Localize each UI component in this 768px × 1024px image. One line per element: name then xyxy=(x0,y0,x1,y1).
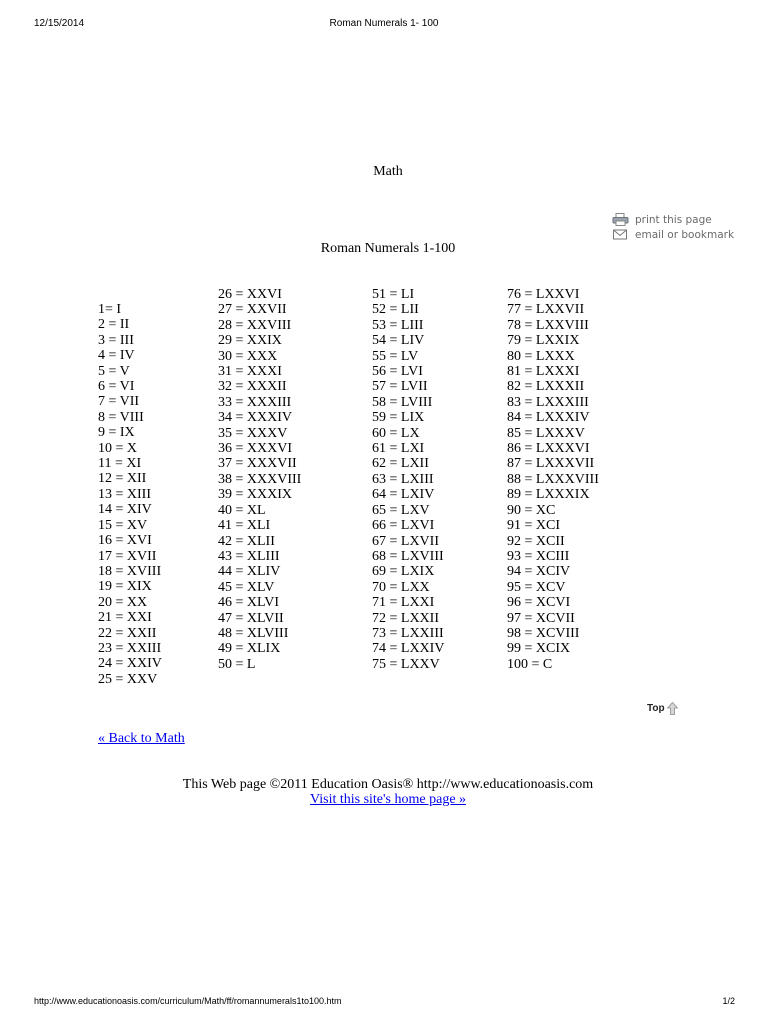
numeral-item: 14 = XIV xyxy=(98,502,152,518)
home-link-row xyxy=(0,792,768,808)
numeral-item: 76 = LXXVI xyxy=(507,287,580,302)
numeral-item: 84 = LXXXIV xyxy=(507,410,590,426)
numeral-item: 22 = XXII xyxy=(98,625,157,641)
numeral-item: 33 = XXXIII xyxy=(218,394,292,410)
numeral-item: 35 = XXXV xyxy=(218,425,288,441)
numeral-item: 47 = XLVII xyxy=(218,610,284,626)
numeral-item: 64 = LXIV xyxy=(372,487,435,503)
print-footer-page-number: 1/2 xyxy=(722,996,735,1006)
numeral-item: 5 = V xyxy=(98,363,130,379)
numeral-item: 63 = LXIII xyxy=(372,471,434,487)
numeral-item: 79 = LXXIX xyxy=(507,333,580,349)
numeral-item: 46 = XLVI xyxy=(218,595,280,611)
numeral-column-4 xyxy=(507,287,599,672)
numeral-item: 41 = XLI xyxy=(218,518,271,534)
numeral-column-1 xyxy=(98,302,162,687)
numeral-item: 8 = VIII xyxy=(98,409,144,425)
email-bookmark-link[interactable] xyxy=(612,227,734,242)
category-heading: Math xyxy=(373,164,403,179)
page-subtitle: Roman Numerals 1-100 xyxy=(320,241,456,256)
print-footer-url: http://www.educationoasis.com/curriculum/Math/ff/romannumerals1to100.htm xyxy=(34,996,342,1006)
numeral-item: 18 = XVIII xyxy=(98,563,162,579)
numeral-item: 15 = XV xyxy=(98,517,148,533)
numeral-column-3 xyxy=(372,287,444,672)
numeral-item: 36 = XXXVI xyxy=(218,441,292,457)
numeral-item: 40 = XL xyxy=(218,502,266,518)
numeral-item: 86 = LXXXVI xyxy=(507,441,590,457)
numeral-item: 24 = XXIV xyxy=(98,656,162,672)
numeral-item: 83 = LXXXIII xyxy=(507,394,589,410)
numeral-item: 93 = XCIII xyxy=(507,548,570,564)
numeral-item: 66 = LXVI xyxy=(372,518,435,534)
numeral-item: 4 = IV xyxy=(98,348,135,364)
numeral-item: 91 = XCI xyxy=(507,518,561,534)
numeral-item: 45 = XLV xyxy=(218,579,275,595)
numeral-item: 57 = LVII xyxy=(372,379,428,395)
numeral-item: 87 = LXXXVII xyxy=(507,456,595,472)
numeral-item: 43 = XLIII xyxy=(218,548,280,564)
numeral-item: 96 = XCVI xyxy=(507,595,571,611)
numeral-item: 7 = VII xyxy=(98,394,140,410)
numeral-item: 44 = XLIV xyxy=(218,564,281,580)
numeral-item: 11 = XI xyxy=(98,456,142,472)
numeral-item: 13 = XIII xyxy=(98,486,151,502)
numeral-item: 75 = LXXV xyxy=(372,656,440,672)
envelope-icon xyxy=(612,228,629,241)
back-to-math-link[interactable]: « Back to Math xyxy=(98,731,185,746)
numeral-item: 59 = LIX xyxy=(372,410,425,426)
numeral-item: 2 = II xyxy=(98,317,130,333)
numeral-item: 74 = LXXIV xyxy=(372,641,445,657)
numeral-item: 20 = XX xyxy=(98,594,148,610)
numeral-item: 16 = XVI xyxy=(98,533,152,549)
print-page-link[interactable] xyxy=(612,212,734,227)
numeral-item: 9 = IX xyxy=(98,425,135,441)
numeral-item: 97 = XCVII xyxy=(507,610,575,626)
numeral-item: 21 = XXI xyxy=(98,610,152,626)
numeral-item: 69 = LXIX xyxy=(372,564,435,580)
print-header-title: Roman Numerals 1- 100 xyxy=(329,18,439,29)
arrow-up-icon xyxy=(667,702,678,715)
numeral-item: 65 = LXV xyxy=(372,502,430,518)
numeral-item: 37 = XXXVII xyxy=(218,456,297,472)
numeral-item: 32 = XXXII xyxy=(218,379,287,395)
numeral-item: 60 = LX xyxy=(372,425,420,441)
numeral-item: 17 = XVII xyxy=(98,548,157,564)
numeral-item: 92 = XCII xyxy=(507,533,565,549)
numeral-item: 94 = XCIV xyxy=(507,564,571,580)
numeral-item: 3 = III xyxy=(98,332,134,348)
numeral-item: 49 = XLIX xyxy=(218,641,281,657)
numeral-item: 39 = XXXIX xyxy=(218,487,292,503)
numeral-item: 85 = LXXXV xyxy=(507,425,585,441)
email-bookmark-label: email or bookmark xyxy=(635,228,735,241)
numeral-item: 19 = XIX xyxy=(98,579,152,595)
numeral-item: 90 = XC xyxy=(507,502,556,518)
numeral-item: 62 = LXII xyxy=(372,456,429,472)
numeral-item: 82 = LXXXII xyxy=(507,379,585,395)
numeral-item: 78 = LXXVIII xyxy=(507,317,589,333)
numeral-item: 77 = LXXVII xyxy=(507,302,585,318)
numeral-item: 30 = XXX xyxy=(218,348,278,364)
numeral-item: 72 = LXXII xyxy=(372,610,439,626)
numeral-item: 51 = LI xyxy=(372,287,415,302)
numeral-item: 81 = LXXXI xyxy=(507,364,580,380)
numeral-item: 56 = LVI xyxy=(372,364,423,380)
numeral-item: 70 = LXX xyxy=(372,579,430,595)
numeral-item: 12 = XII xyxy=(98,471,147,487)
numeral-item: 31 = XXXI xyxy=(218,364,282,380)
print-page-label: print this page xyxy=(635,213,712,226)
home-page-link[interactable]: Visit this site's home page » xyxy=(309,792,467,807)
numeral-item: 25 = XXV xyxy=(98,671,158,687)
numeral-column-2 xyxy=(218,287,301,672)
numeral-item: 54 = LIV xyxy=(372,333,425,349)
numeral-item: 27 = XXVII xyxy=(218,302,287,318)
numeral-item: 48 = XLVIII xyxy=(218,625,289,641)
numeral-item: 88 = LXXXVIII xyxy=(507,471,599,487)
numeral-item: 26 = XXVI xyxy=(218,287,282,302)
numeral-item: 100 = C xyxy=(507,656,553,672)
printer-icon xyxy=(612,213,629,226)
numeral-item: 42 = XLII xyxy=(218,533,275,549)
numeral-item: 98 = XCVIII xyxy=(507,625,580,641)
numeral-item: 67 = LXVII xyxy=(372,533,439,549)
numeral-item: 71 = LXXI xyxy=(372,595,435,611)
numeral-item: 99 = XCIX xyxy=(507,641,571,657)
numeral-item: 68 = LXVIII xyxy=(372,548,444,564)
numeral-item: 89 = LXXXIX xyxy=(507,487,590,503)
numeral-item: 55 = LV xyxy=(372,348,419,364)
numeral-item: 38 = XXXVIII xyxy=(218,471,302,487)
numeral-item: 1= I xyxy=(98,302,122,317)
numeral-item: 61 = LXI xyxy=(372,441,425,457)
numeral-item: 50 = L xyxy=(218,656,256,672)
page-tools xyxy=(612,212,734,242)
print-header-date: 12/15/2014 xyxy=(34,18,85,29)
numeral-item: 53 = LIII xyxy=(372,317,424,333)
numeral-item: 6 = VI xyxy=(98,379,135,395)
numeral-item: 80 = LXXX xyxy=(507,348,575,364)
numeral-item: 29 = XXIX xyxy=(218,333,282,349)
copyright-text: This Web page ©2011 Education Oasis® http://www.educationoasis.com xyxy=(182,777,594,792)
numeral-item: 58 = LVIII xyxy=(372,394,433,410)
numeral-item: 28 = XXVIII xyxy=(218,317,292,333)
numeral-item: 73 = LXXIII xyxy=(372,625,444,641)
numeral-item: 10 = X xyxy=(98,440,138,456)
numeral-item: 34 = XXXIV xyxy=(218,410,292,426)
numeral-item: 95 = XCV xyxy=(507,579,566,595)
back-to-top-link[interactable] xyxy=(647,702,678,715)
numeral-item: 52 = LII xyxy=(372,302,419,318)
top-label: Top xyxy=(647,703,665,714)
numeral-item: 23 = XXIII xyxy=(98,640,162,656)
